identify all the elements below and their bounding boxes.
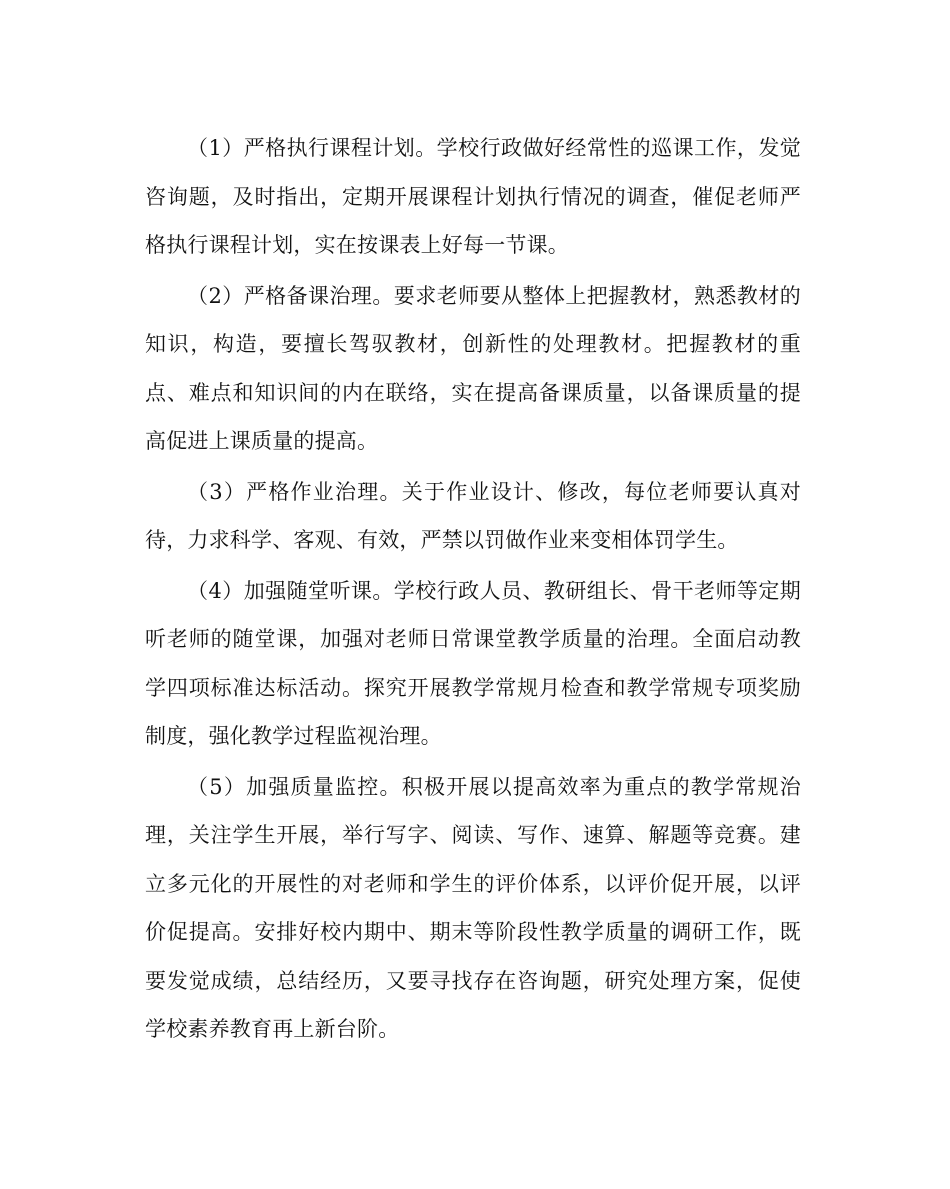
document-page [145,124,801,1056]
paragraph-2: （2）严格备课治理。要求老师要从整体上把握教材，熟悉教材的知识，构造，要擅长驾驭教材，创新性的处理教材。把握教材的重点、难点和知识间的内在联络，实在提高备课质量，以备课质量的提高促进上课质量的提高。 [145,283,801,453]
paragraph-1: （1）严格执行课程计划。学校行政做好经常性的巡课工作，发觉咨询题，及时指出，定期开展课程计划执行情况的调查，催促老师严格执行课程计划，实在按课表上好每一节课。 [145,136,801,257]
paragraph-4: （4）加强随堂听课。学校行政人员、教研组长、骨干老师等定期听老师的随堂课，加强对老师日常课堂教学质量的治理。全面启动教学四项标准达标活动。探究开展教学常规月检查和教学常规专项奖励制度，强化教学过程监视治理。 [145,578,801,748]
paragraph-5: （5）加强质量监控。积极开展以提高效率为重点的教学常规治理，关注学生开展，举行写字、阅读、写作、速算、解题等竞赛。建立多元化的开展性的对老师和学生的评价体系，以评价促开展，以评价促提高。安排好校内期中、期末等阶段性教学质量的调研工作，既要发觉成绩，总结经历，又要寻找存在咨询题，研究处理方案，促使学校素养教育再上新台阶。 [145,774,801,1041]
paragraph-3: （3）严格作业治理。关于作业设计、修改，每位老师要认真对待，力求科学、客观、有效，严禁以罚做作业来变相体罚学生。 [145,479,801,552]
